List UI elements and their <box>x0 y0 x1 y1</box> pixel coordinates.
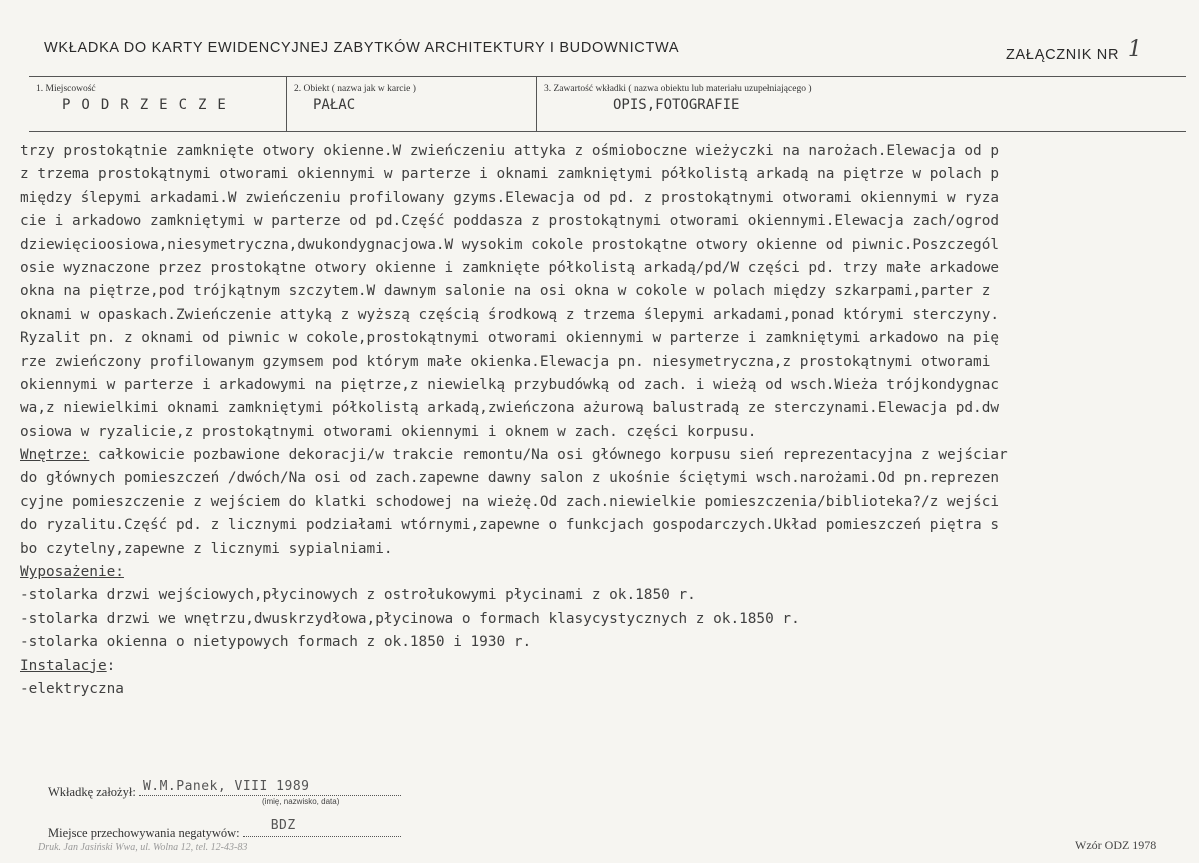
interior-heading: Wnętrze: <box>20 447 90 464</box>
created-by-row <box>48 779 401 800</box>
equipment-item: -stolarka drzwi wejściowych,płycinowych z ostrołukowymi płycinami z ok.1850 r. <box>20 587 696 604</box>
text-line: dziewięcioosiowa,niesymetryczna,dwukondygnacjowa.W wysokim cokole prostokątne otwory okienne od piwnic.Poszczegól <box>20 236 1000 253</box>
negatives-row <box>48 818 401 841</box>
text-line: wa,z niewielkimi oknami zamkniętymi półkolistą arkadą,zwieńczona ażurową balustradą ze sterczynami.Elewacja pd.dw <box>20 400 1000 417</box>
form-title: WKŁADKA DO KARTY EWIDENCYJNEJ ZABYTKÓW ARCHITEKTURY I BUDOWNICTWA <box>44 40 680 56</box>
equipment-heading-line <box>20 561 1180 584</box>
header-fields <box>29 76 1186 132</box>
negatives-label: Miejsce przechowywania negatywów: <box>48 826 240 840</box>
equipment-item: -stolarka okienna o nietypowych formach z ok.1850 i 1930 r. <box>20 634 532 651</box>
negatives-dotted-line <box>243 818 401 837</box>
installations-colon: : <box>106 657 116 674</box>
installations-item: -elektryczna <box>20 680 124 697</box>
printer-imprint: Druk. Jan Jasiński Wwa, ul. Wolna 12, tel. 12-43-83 <box>38 842 248 853</box>
text-line: okna na piętrze,pod trójkątnym szczytem.W dawnym salonie na osi okna w cokole w polach między szkarpami,parter z <box>20 283 991 300</box>
object-value: PAŁAC <box>313 97 356 113</box>
installations-heading-line <box>20 655 1180 678</box>
created-by-label: Wkładkę założył: <box>48 785 136 799</box>
text-line: oknami w opaskach.Zwieńczenie attyką z wyższą częścią środkową z trzema ślepymi arkadami,ponad którymi sterczyny. <box>20 306 1000 323</box>
created-by-sublabel: (imię, nazwisko, data) <box>262 797 340 806</box>
text-line: rze zwieńczony profilowanym gzymsem pod którym małe okienka.Elewacja pn. niesymetryczna,z prostokątnymi otworami <box>20 353 991 370</box>
text-line: Ryzalit pn. z oknami od piwnic w cokole,prostokątnymi otworami okiennymi w parterze i zamkniętymi arkadowo na pię <box>20 330 1000 347</box>
created-by-dotted-line <box>139 779 401 796</box>
equipment-item: -stolarka drzwi we wnętrzu,dwuskrzydłowa,płycinowa o formach klasycystycznych z ok.1850 r. <box>20 610 800 627</box>
object-label: 2. Obiekt ( nazwa jak w karcie ) <box>294 84 416 94</box>
text-line: bo czytelny,zapewne z licznymi sypialniami. <box>20 540 393 557</box>
text-line: trzy prostokątnie zamknięte otwory okienne.W zwieńczeniu attyka z ośmioboczne wieżyczki na narożach.Elewacja od p <box>20 143 1000 159</box>
text-line: do głównych pomieszczeń /dwóch/Na osi od zach.zapewne dawny salon z ukośnie ściętymi wsch.narożami.Od pn.reprezen <box>20 470 1000 487</box>
typed-description <box>20 140 1180 760</box>
content-label: 3. Zawartość wkładki ( nazwa obiektu lub materiału uzupełniającego ) <box>544 84 812 94</box>
content-value: OPIS,FOTOGRAFIE <box>613 97 740 113</box>
text-line: między ślepymi arkadami.W zwieńczeniu profilowany gzyms.Elewacja od pd. z prostokątnymi otworami okiennymi w ryza <box>20 189 1000 206</box>
installations-heading: Instalacje <box>20 657 107 674</box>
location-field <box>29 77 286 131</box>
created-by-value: W.M.Panek, VIII 1989 <box>142 779 310 794</box>
content-field <box>536 77 1187 131</box>
attachment-label: ZAŁĄCZNIK NR <box>1006 47 1120 63</box>
interior-line <box>20 444 1180 467</box>
interior-text: całkowicie pozbawione dekoracji/w trakcie remontu/Na osi głównego korpusu sień reprezentacyjna z wejściar <box>89 447 1008 464</box>
negatives-value: BDZ <box>270 818 296 833</box>
equipment-heading: Wyposażenie: <box>20 564 124 581</box>
text-line: cie i arkadowo zamkniętymi w parterze od pd.Część poddasza z prostokątnymi otworami okiennymi.Elewacja zach/ogrod <box>20 213 1000 230</box>
template-code: Wzór ODZ 1978 <box>1075 838 1157 852</box>
attachment-number <box>1006 37 1143 65</box>
text-line: osiowa w ryzalicie,z prostokątnymi otworami okiennymi i oknem w zach. części korpusu. <box>20 423 757 440</box>
location-value: PODRZECZE <box>62 97 237 113</box>
text-line: do ryzalitu.Część pd. z licznymi podziałami wtórnymi,zapewne o funkcjach gospodarczych.Układ pomieszczeń piętra s <box>20 517 1000 534</box>
text-line: z trzema prostokątnymi otworami okiennymi w parterze i oknami zamkniętymi półkolistą arkadą na piętrze w polach p <box>20 166 1000 183</box>
attachment-number-value: 1 <box>1127 37 1143 62</box>
location-label: 1. Miejscowość <box>36 84 96 94</box>
text-line: cyjne pomieszczenie z wejściem do klatki schodowej na wieżę.Od zach.niewielkie pomieszczenia/biblioteka?/z wejści <box>20 493 1000 510</box>
object-field <box>286 77 537 131</box>
text-line: okiennymi w parterze i arkadowymi na piętrze,z niewielką przybudówką od zach. i wieżą od wsch.Wieża trójkondygnac <box>20 376 1000 393</box>
text-line: osie wyznaczone przez prostokątne otwory okienne i zamknięte półkolistą arkadą/pd/W części pd. trzy małe arkadowe <box>20 259 1000 276</box>
